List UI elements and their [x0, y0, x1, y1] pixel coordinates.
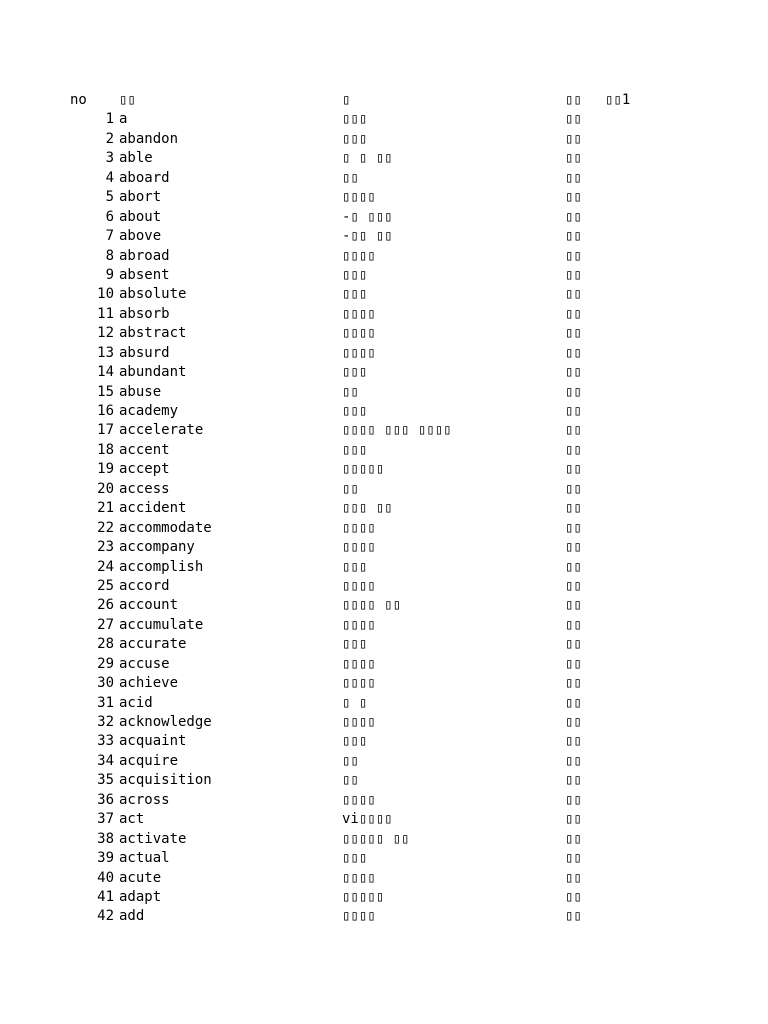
row-tag: ▯▯: [565, 908, 582, 925]
table-row: [0, 285, 768, 304]
row-word: acknowledge: [119, 714, 212, 730]
table-row: [0, 538, 768, 557]
row-tag: ▯▯: [565, 811, 582, 828]
row-tag: ▯▯: [565, 247, 582, 264]
row-tag: ▯▯: [565, 888, 582, 905]
table-row: [0, 635, 768, 654]
row-tag: ▯▯: [565, 675, 582, 692]
row-number: 25: [97, 577, 114, 594]
row-word: academy: [119, 403, 179, 419]
row-tag: ▯▯: [565, 383, 582, 400]
row-word: absent: [119, 266, 170, 283]
row-meaning: ▯▯: [342, 752, 359, 769]
header-row: [0, 91, 768, 110]
table-row: [0, 907, 768, 926]
row-tag: ▯▯: [565, 850, 582, 867]
row-word: abroad: [119, 247, 170, 264]
table-row: [0, 130, 768, 149]
table-body: [0, 110, 768, 926]
header-tag: ▯▯: [565, 92, 582, 108]
row-number: 33: [97, 733, 114, 750]
row-meaning: ▯▯▯▯▯: [342, 888, 385, 905]
header-word: ▯▯: [119, 92, 136, 108]
table-row: [0, 363, 768, 382]
row-meaning: vi▯▯▯▯: [342, 811, 393, 828]
row-meaning: ▯▯: [342, 169, 359, 186]
table-row: [0, 596, 768, 615]
row-tag: ▯▯: [565, 441, 582, 458]
row-number: 22: [97, 519, 114, 536]
row-meaning: ▯▯: [342, 383, 359, 400]
row-meaning: ▯▯▯: [342, 558, 368, 575]
row-word: accept: [119, 461, 170, 478]
row-tag: ▯▯: [565, 480, 582, 497]
row-number: 35: [97, 772, 114, 789]
row-tag: ▯▯: [565, 558, 582, 575]
row-word: accent: [119, 441, 170, 458]
row-meaning: ▯▯▯▯ ▯▯▯ ▯▯▯▯: [342, 422, 452, 439]
row-meaning: ▯▯▯▯: [342, 305, 376, 322]
row-tag: ▯▯: [565, 150, 582, 167]
row-meaning: ▯▯▯▯: [342, 577, 376, 594]
row-number: 16: [97, 403, 114, 419]
row-tag: ▯▯: [565, 228, 582, 245]
row-number: 8: [105, 247, 114, 264]
row-meaning: ▯▯▯▯: [342, 675, 376, 692]
row-number: 15: [97, 383, 114, 400]
row-number: 24: [97, 558, 114, 575]
row-tag: ▯▯: [565, 733, 582, 750]
row-meaning: ▯▯▯▯: [342, 714, 376, 730]
row-tag: ▯▯: [565, 616, 582, 633]
row-meaning: ▯▯▯▯ ▯▯: [342, 597, 402, 614]
row-meaning: ▯▯: [342, 772, 359, 789]
row-number: 28: [97, 636, 114, 653]
table-row: [0, 480, 768, 499]
row-number: 12: [97, 325, 114, 342]
row-meaning: ▯▯▯ ▯▯: [342, 500, 393, 517]
row-number: 6: [105, 208, 114, 225]
table-row: [0, 383, 768, 402]
row-meaning: ▯▯▯: [342, 130, 368, 147]
table-row: [0, 558, 768, 577]
row-meaning: ▯▯▯▯: [342, 344, 376, 361]
row-word: account: [119, 597, 179, 614]
row-meaning: ▯▯▯: [342, 111, 368, 128]
row-number: 19: [97, 461, 114, 478]
row-tag: ▯▯: [565, 461, 582, 478]
row-word: a: [119, 111, 128, 128]
row-tag: ▯▯: [565, 130, 582, 147]
table-row: [0, 519, 768, 538]
row-tag: ▯▯: [565, 830, 582, 847]
row-number: 20: [97, 480, 114, 497]
vocabulary-table: [0, 91, 768, 927]
row-word: abstract: [119, 325, 187, 342]
table-row: [0, 810, 768, 829]
row-meaning: ▯▯▯: [342, 636, 368, 653]
row-number: 23: [97, 539, 114, 556]
table-row: [0, 110, 768, 129]
row-word: accuse: [119, 655, 170, 672]
row-number: 29: [97, 655, 114, 672]
row-tag: ▯▯: [565, 344, 582, 361]
row-meaning: ▯ ▯: [342, 694, 368, 711]
row-tag: ▯▯: [565, 539, 582, 556]
row-word: acquaint: [119, 733, 187, 750]
row-word: abort: [119, 189, 162, 206]
row-word: accurate: [119, 636, 187, 653]
table-row: [0, 247, 768, 266]
table-row: [0, 655, 768, 674]
row-meaning: ▯▯▯: [342, 733, 368, 750]
table-row: [0, 791, 768, 810]
table-row: [0, 499, 768, 518]
row-number: 30: [97, 675, 114, 692]
row-tag: ▯▯: [565, 266, 582, 283]
row-tag: ▯▯: [565, 752, 582, 769]
row-number: 18: [97, 441, 114, 458]
header-no: no: [70, 92, 87, 108]
row-meaning: ▯▯▯▯: [342, 519, 376, 536]
row-word: accelerate: [119, 422, 204, 439]
row-meaning: ▯▯▯▯▯: [342, 461, 385, 478]
row-word: actual: [119, 850, 170, 867]
table-row: [0, 208, 768, 227]
row-number: 36: [97, 791, 114, 808]
table-row: [0, 888, 768, 907]
table-row: [0, 402, 768, 421]
table-row: [0, 344, 768, 363]
row-meaning: ▯▯▯: [342, 403, 368, 419]
row-number: 37: [97, 811, 114, 828]
row-meaning: ▯▯▯▯: [342, 791, 376, 808]
table-row: [0, 266, 768, 285]
row-number: 38: [97, 830, 114, 847]
row-meaning: ▯▯▯: [342, 441, 368, 458]
row-tag: ▯▯: [565, 208, 582, 225]
row-word: act: [119, 811, 145, 828]
row-number: 7: [105, 228, 114, 245]
row-meaning: ▯▯▯: [342, 286, 368, 303]
table-row: [0, 732, 768, 751]
row-word: acquire: [119, 752, 179, 769]
row-word: about: [119, 208, 162, 225]
row-tag: ▯▯: [565, 422, 582, 439]
row-meaning: -▯ ▯▯▯: [342, 208, 393, 225]
row-word: absolute: [119, 286, 187, 303]
row-tag: ▯▯: [565, 869, 582, 886]
row-tag: ▯▯: [565, 791, 582, 808]
row-number: 39: [97, 850, 114, 867]
row-number: 9: [105, 266, 114, 283]
row-word: accompany: [119, 539, 195, 556]
table-row: [0, 771, 768, 790]
table-row: [0, 149, 768, 168]
row-number: 41: [97, 888, 114, 905]
row-word: aboard: [119, 169, 170, 186]
row-word: abandon: [119, 130, 179, 147]
row-word: across: [119, 791, 170, 808]
row-tag: ▯▯: [565, 694, 582, 711]
row-tag: ▯▯: [565, 305, 582, 322]
row-word: adapt: [119, 888, 162, 905]
row-meaning: ▯▯▯▯: [342, 189, 376, 206]
table-row: [0, 188, 768, 207]
row-word: acute: [119, 869, 162, 886]
table-row: [0, 324, 768, 343]
row-word: abuse: [119, 383, 162, 400]
row-number: 31: [97, 694, 114, 711]
row-meaning: ▯▯▯▯: [342, 247, 376, 264]
row-number: 42: [97, 908, 114, 925]
row-meaning: ▯▯▯▯: [342, 908, 376, 925]
row-meaning: ▯▯▯: [342, 364, 368, 381]
row-word: accomplish: [119, 558, 204, 575]
row-meaning: ▯▯▯▯: [342, 655, 376, 672]
row-word: add: [119, 908, 145, 925]
table-row: [0, 869, 768, 888]
row-number: 32: [97, 714, 114, 730]
row-tag: ▯▯: [565, 655, 582, 672]
row-word: accident: [119, 500, 187, 517]
row-tag: ▯▯: [565, 577, 582, 594]
row-number: 4: [105, 169, 114, 186]
row-meaning: ▯▯▯▯: [342, 325, 376, 342]
row-meaning: ▯▯▯: [342, 266, 368, 283]
row-tag: ▯▯: [565, 597, 582, 614]
row-tag: ▯▯: [565, 500, 582, 517]
row-tag: ▯▯: [565, 325, 582, 342]
table-row: [0, 441, 768, 460]
row-word: accord: [119, 577, 170, 594]
header-extra: ▯▯1: [605, 92, 631, 108]
row-number: 34: [97, 752, 114, 769]
row-number: 10: [97, 286, 114, 303]
table-row: [0, 752, 768, 771]
row-word: achieve: [119, 675, 179, 692]
row-word: able: [119, 150, 153, 167]
table-row: [0, 694, 768, 713]
row-number: 5: [105, 189, 114, 206]
row-word: absurd: [119, 344, 170, 361]
row-tag: ▯▯: [565, 364, 582, 381]
header-meaning: ▯: [342, 92, 351, 108]
row-word: access: [119, 480, 170, 497]
table-row: [0, 421, 768, 440]
table-row: [0, 460, 768, 479]
row-tag: ▯▯: [565, 111, 582, 128]
row-tag: ▯▯: [565, 403, 582, 419]
table-row: [0, 830, 768, 849]
row-number: 2: [105, 130, 114, 147]
row-word: accumulate: [119, 616, 204, 633]
row-number: 3: [105, 150, 114, 167]
table-row: [0, 713, 768, 732]
row-number: 40: [97, 869, 114, 886]
row-word: abundant: [119, 364, 187, 381]
row-word: acquisition: [119, 772, 212, 789]
row-meaning: -▯▯ ▯▯: [342, 228, 393, 245]
row-number: 11: [97, 305, 114, 322]
row-meaning: ▯▯▯▯▯ ▯▯: [342, 830, 410, 847]
row-word: absorb: [119, 305, 170, 322]
row-word: accommodate: [119, 519, 212, 536]
table-row: [0, 616, 768, 635]
row-tag: ▯▯: [565, 519, 582, 536]
row-number: 17: [97, 422, 114, 439]
row-tag: ▯▯: [565, 189, 582, 206]
row-meaning: ▯▯▯▯: [342, 869, 376, 886]
row-meaning: ▯▯▯▯: [342, 539, 376, 556]
row-meaning: ▯▯: [342, 480, 359, 497]
row-number: 13: [97, 344, 114, 361]
table-row: [0, 849, 768, 868]
row-tag: ▯▯: [565, 636, 582, 653]
row-number: 27: [97, 616, 114, 633]
row-tag: ▯▯: [565, 169, 582, 186]
row-tag: ▯▯: [565, 772, 582, 789]
row-word: activate: [119, 830, 187, 847]
row-number: 1: [105, 111, 114, 128]
row-number: 14: [97, 364, 114, 381]
row-word: above: [119, 228, 162, 245]
row-word: acid: [119, 694, 153, 711]
table-row: [0, 169, 768, 188]
row-number: 21: [97, 500, 114, 517]
row-tag: ▯▯: [565, 286, 582, 303]
row-meaning: ▯ ▯ ▯▯: [342, 150, 393, 167]
row-meaning: ▯▯▯: [342, 850, 368, 867]
table-row: [0, 577, 768, 596]
table-row: [0, 674, 768, 693]
row-number: 26: [97, 597, 114, 614]
table-row: [0, 227, 768, 246]
row-tag: ▯▯: [565, 714, 582, 730]
table-row: [0, 305, 768, 324]
row-meaning: ▯▯▯▯: [342, 616, 376, 633]
